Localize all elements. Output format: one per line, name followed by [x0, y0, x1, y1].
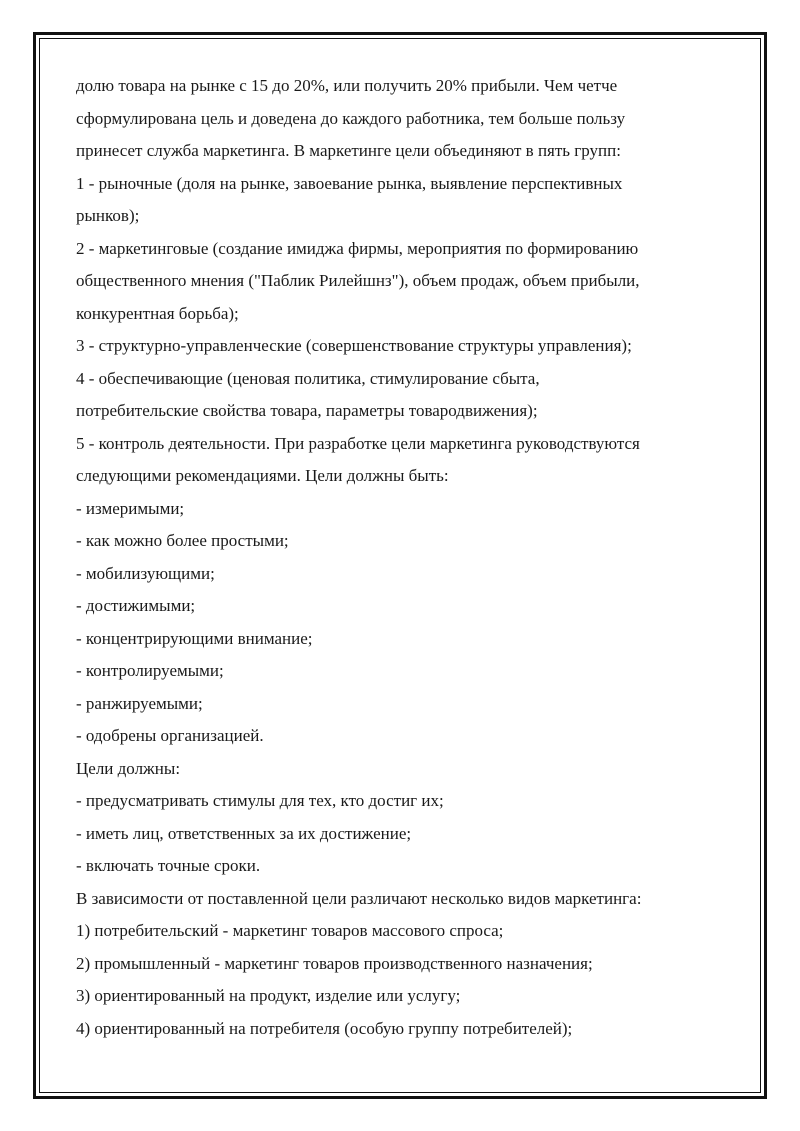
list-item: 4) ориентированный на потребителя (особую группу потребителей);: [76, 1018, 573, 1038]
text-line: общественного мнения ("Паблик Рилейшнз"), объем продаж, объем прибыли,: [76, 271, 640, 290]
list-item: - ранжируемыми;: [76, 693, 203, 713]
text-line: потребительские свойства товара, параметры товародвижения);: [76, 401, 538, 420]
text-line: следующими рекомендациями. Цели должны быть:: [76, 466, 449, 485]
list-item: - одобрены организацией.: [76, 726, 264, 745]
text-line: принесет служба маркетинга. В маркетинге цели объединяют в пять групп:: [76, 141, 621, 160]
text-line: 2 - маркетинговые (создание имиджа фирмы, мероприятия по формированию: [76, 238, 639, 258]
list-item: 1) потребительский - маркетинг товаров массового спроса;: [76, 921, 504, 940]
list-item: - предусматривать стимулы для тех, кто достиг их;: [76, 791, 444, 810]
text-line: В зависимости от поставленной цели различают несколько видов маркетинга:: [76, 888, 642, 908]
list-item: - иметь лиц, ответственных за их достижение;: [76, 823, 412, 843]
text-line: конкурентная борьба);: [76, 303, 239, 323]
list-item: 3) ориентированный на продукт, изделие или услугу;: [76, 986, 461, 1005]
list-item: - включать точные сроки.: [76, 856, 261, 875]
list-item: 2) промышленный - маркетинг товаров производственного назначения;: [76, 953, 593, 973]
text-line: Цели должны:: [76, 758, 181, 778]
text-line: рынков);: [76, 206, 140, 225]
text-line: 5 - контроль деятельности. При разработке цели маркетинга руководствуются: [76, 433, 640, 453]
text-line: 1 - рыночные (доля на рынке, завоевание рынка, выявление перспективных: [76, 173, 623, 193]
list-item: - мобилизующими;: [76, 563, 215, 583]
document-body: [76, 70, 726, 1045]
list-item: - контролируемыми;: [76, 661, 224, 680]
list-item: - измеримыми;: [76, 498, 185, 518]
list-item: - концентрирующими внимание;: [76, 628, 313, 648]
text-line: сформулирована цель и доведена до каждого работника, тем больше пользу: [76, 108, 626, 128]
text-line: долю товара на рынке с 15 до 20%, или получить 20% прибыли. Чем четче: [76, 76, 618, 95]
list-item: - достижимыми;: [76, 596, 196, 615]
list-item: - как можно более простыми;: [76, 531, 289, 550]
text-line: 4 - обеспечивающие (ценовая политика, стимулирование сбыта,: [76, 368, 540, 388]
text-line: 3 - структурно-управленческие (совершенствование структуры управления);: [76, 336, 632, 355]
